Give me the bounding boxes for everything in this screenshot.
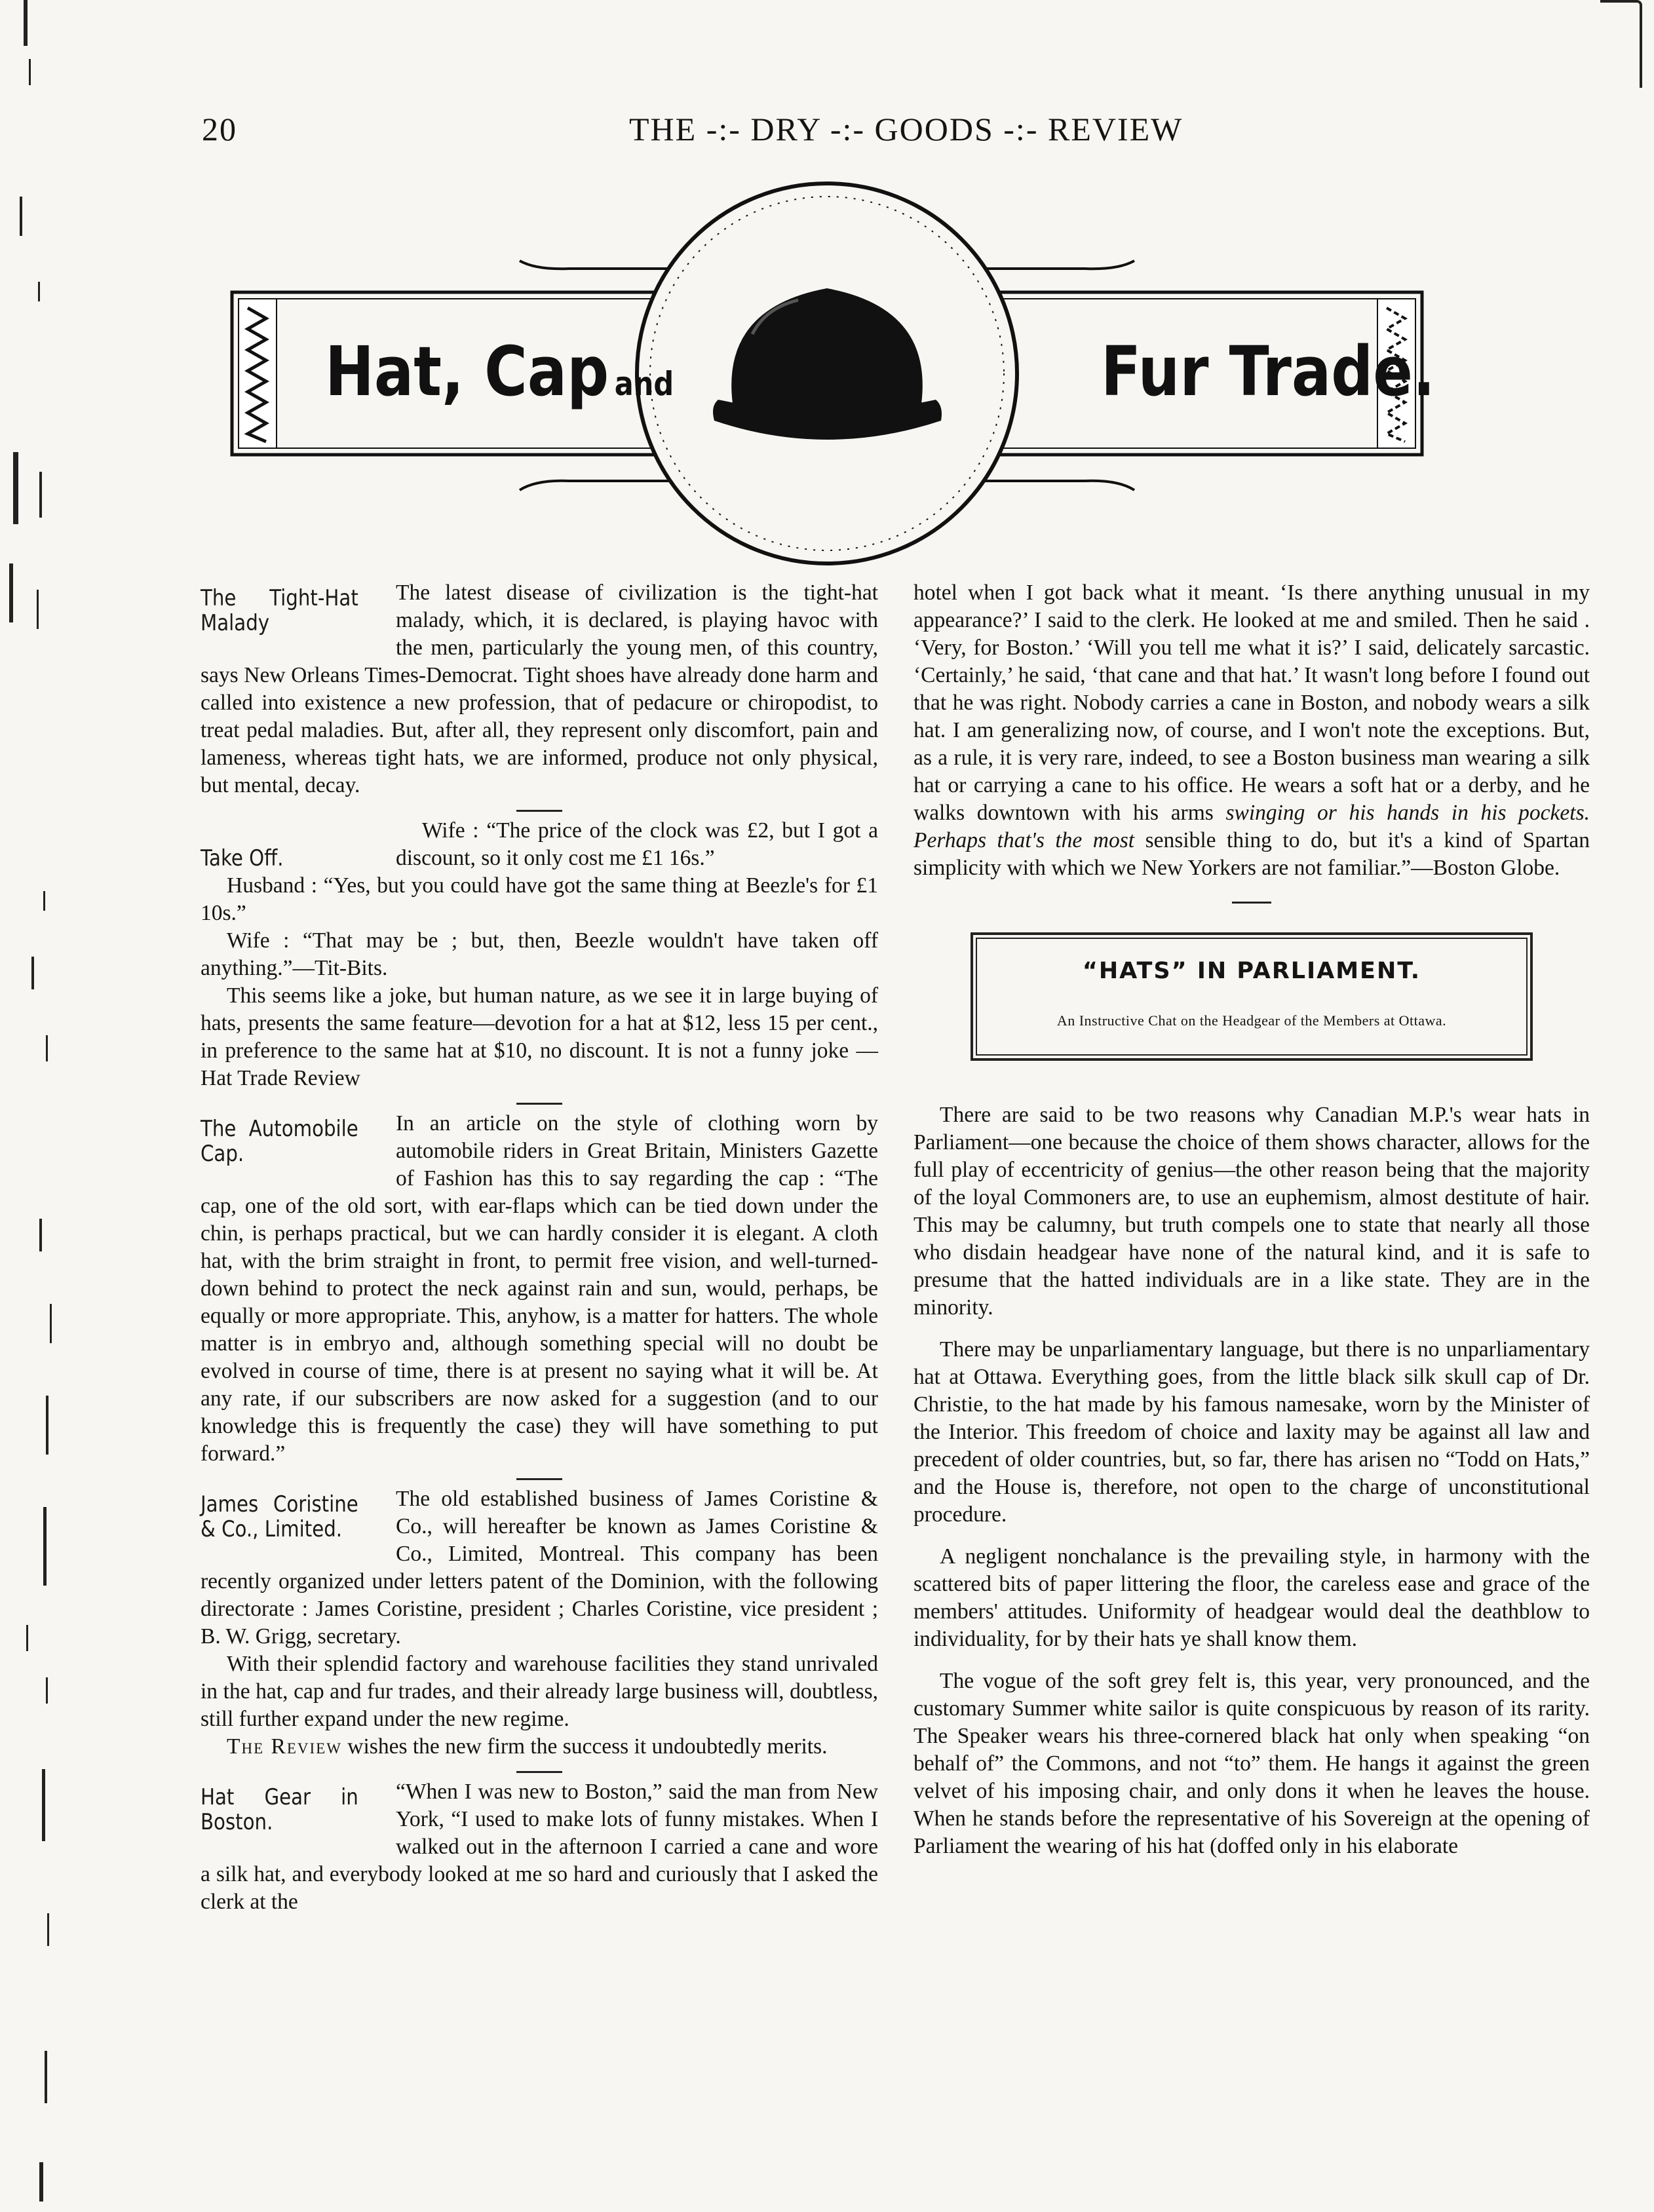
article-text: Husband : “Yes, but you could have got the same thing at Beezle's for £1 10s.”	[201, 873, 878, 925]
section-banner	[228, 177, 1435, 570]
left-column	[201, 579, 878, 1916]
sidehead-coristine: James Coristine & Co., Limited.	[201, 1491, 358, 1542]
article-text: There may be unparliamentary language, but there is no unparliamentary hat at Ottawa. Everything goes, from the little black silk skull cap of Dr. Christie, to the hat made by his famous namesake, worn by the Minister of the Interior. This freedom of choice and laxity may be against all law and precedent of older countries, but, so far, there has arisen no “Todd on Hats,” and the House is, therefore, not open to the charge of unconstitutional procedure.	[914, 1337, 1590, 1527]
separator-rule	[516, 1771, 562, 1773]
separator-rule	[1232, 902, 1271, 904]
article-tight-hat	[201, 579, 878, 799]
parliament-headline-box	[971, 932, 1533, 1061]
sidehead-automobile: The Automobile Cap.	[201, 1116, 358, 1167]
article-text: The vogue of the soft grey felt is, this year, very pronounced, and the customary Summer white sailor is quite conspicuous by reason of its rarity. The Speaker wears his three-cornered black hat only when speaking “on behalf of” the Commons, and not “to” them. He hangs it against the green velvet of his imposing chair, and only dons it when he leaves the house. When he stands before the representative of his Sovereign at the opening of Parliament the wearing of his hat (doffed only in his elaborate	[914, 1669, 1590, 1858]
article-text: hotel when I got back what it meant. ‘Is there anything unusual in my appearance?’ I said to the clerk. He looked at me and smiled. Then he said . ‘Very, for Boston.’ ‘Will you tell me what it is?’ I said, delicately sarcastic. ‘Certainly,’ he said, ‘that cane and that hat.’ It wasn't long before I found out that he was right. Nobody carries a cane in Boston, and nobody wears a silk hat. I am generalizing now, of course, and I won't note the exceptions. But, as a rule, it is very rare, indeed, to see a Boston business man wearing a silk hat or carrying a cane to his office. He wears a soft hat or a derby, and he walks downtown with his arms swinging or his hands in his pockets. Perhaps that's the most sensible thing to do, but it's a kind of Spartan simplicity with which we New Yorkers are not familiar.”—Boston Globe.	[914, 581, 1590, 880]
box-subheading: An Instructive Chat on the Headgear of the Members at Ottawa.	[1056, 1012, 1447, 1029]
article-coristine	[201, 1485, 878, 1761]
box-heading: “HATS” IN PARLIAMENT.	[1082, 958, 1421, 984]
sidehead-boston: Hat Gear in Boston.	[201, 1784, 358, 1835]
article-text: The old established business of James Coristine & Co., will hereafter be known as James Coristine & Co., Limited, Montreal. This company has been recently organized under letters patent of the Dominion, with the following directorate : James Coristine, president ; Charles Coristine, vice president ; B. W. Grigg, secretary.	[201, 1487, 878, 1649]
article-boston	[201, 1778, 878, 1916]
article-text: There are said to be two reasons why Canadian M.P.'s wear hats in Parliament—one because the choice of them shows character, allows for the full play of eccentricity of genius—the other reason being that the majority of the loyal Commoners are, to use an euphemism, almost destitute of hair. This may be calumny, but truth compels one to state that nearly all those who disdain headgear have none of the natural kind, and it is safe to presume that the hatted individuals are in a like state. They are in the minority.	[914, 1103, 1590, 1320]
article-text: Wife : “That may be ; but, then, Beezle wouldn't have taken off anything.”—Tit-Bits.	[201, 928, 878, 980]
article-text: The latest disease of civilization is the tight-hat malady, which, it is declared, is playing havoc with the men, particularly the young men, of this country, says New Orleans Times-Democrat. Tight shoes have already done harm and called into existence a new profession, that of pedacure or chiropodist, to treat pedal maladies. But, after all, they represent only discomfort, pain and lameness, whereas tight hats, we are informed, produce not only physical, but mental, decay.	[201, 581, 878, 797]
journal-title: THE -:- DRY -:- GOODS -:- REVIEW	[629, 111, 1183, 147]
article-text: “When I was new to Boston,” said the man from New York, “I used to make lots of funny mistakes. When I walked out in the afternoon I carried a cane and wore a silk hat, and everybody looked at me so hard and curiously that I asked the clerk at the	[201, 1780, 878, 1914]
separator-rule	[516, 1103, 562, 1105]
sidehead-take-off: Take Off.	[201, 845, 284, 871]
right-column	[914, 579, 1590, 1875]
banner-title-left: Hat, Cap and	[325, 332, 674, 411]
sidehead-tight-hat: The Tight-Hat Malady	[201, 585, 358, 636]
banner-title-right: Fur Trade.	[1101, 332, 1435, 411]
article-automobile	[201, 1110, 878, 1468]
scan-edge-marks	[0, 0, 72, 2212]
article-text: With their splendid factory and warehouse facilities they stand unrivaled in the hat, cap and fur trades, and their already large business will, doubtless, still further expand under the new regime.	[201, 1652, 878, 1731]
scan-corner-mark	[1600, 0, 1642, 88]
article-text: The Review wishes the new firm the success it undoubtedly merits.	[227, 1734, 828, 1759]
page-number: 20	[202, 111, 237, 147]
separator-rule	[516, 1478, 562, 1480]
article-text: In an article on the style of clothing worn by automobile riders in Great Britain, Ministers Gazette of Fashion has this to say regarding the cap : “The cap, one of the old sort, with ear-flaps which can be tied down under the chin, is perhaps practical, but we can hardly consider it is elegant. A cloth hat, with the brim straight in front, to permit free vision, and well-turned-down behind to protect the neck against rain and sun, would, perhaps, be equally or more appropriate. This, anyhow, is a matter for hatters. The whole matter is in embryo and, although something special will no doubt be evolved in course of time, there is at present no saying what it will be. At any rate, if our subscribers are now asked for a suggestion (and to our knowledge this is frequently the case) they will have something to put forward.”	[201, 1111, 878, 1466]
article-text: A negligent nonchalance is the prevailing style, in harmony with the scattered bits of paper littering the floor, the careless ease and grace of the members' attitudes. Uniformity of headgear would deal the deathblow to individuality, for by their hats ye shall know them.	[914, 1544, 1590, 1651]
article-text: Wife : “The price of the clock was £2, but I got a discount, so it only cost me £1 16s.”	[396, 818, 878, 870]
separator-rule	[516, 810, 562, 812]
article-take-off	[201, 817, 878, 1092]
running-head	[202, 110, 1436, 147]
article-text: This seems like a joke, but human nature, as we see it in large buying of hats, presents the same feature—devotion for a hat at $12, less 15 per cent., in preference to the same hat at $10, no discount. It is not a funny joke —Hat Trade Review	[201, 983, 878, 1090]
